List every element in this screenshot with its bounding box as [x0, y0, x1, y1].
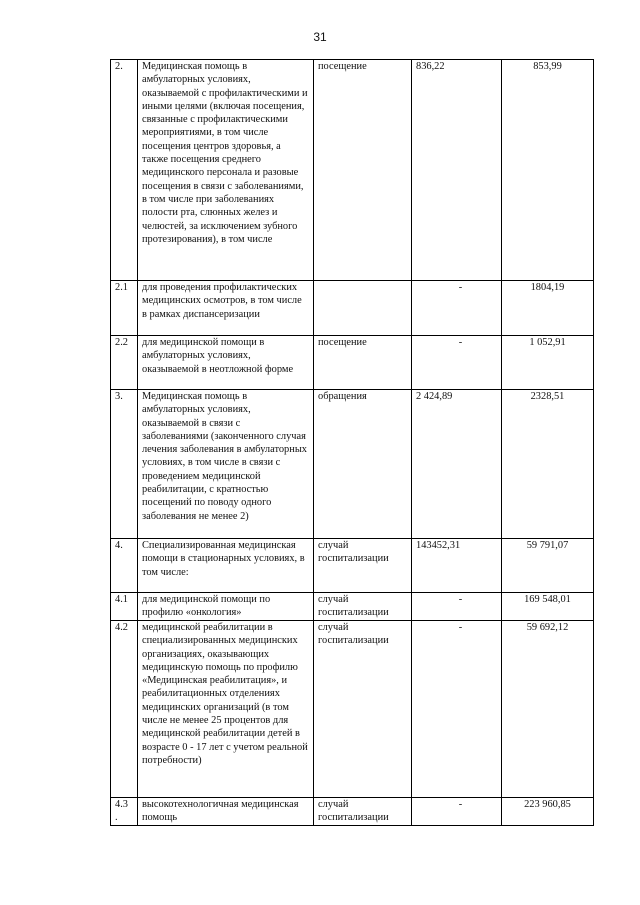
row-value-1: -: [412, 621, 502, 798]
table-row: [111, 539, 594, 593]
row-unit: [314, 281, 412, 336]
table-row: [111, 336, 594, 390]
row-number: 3.: [111, 390, 138, 539]
row-number: 4.3 .: [111, 798, 138, 826]
tariff-table: [110, 59, 594, 826]
row-number: 4.: [111, 539, 138, 593]
row-description: для медицинской помощи в амбулаторных условиях, оказываемой в неотложной форме: [138, 336, 314, 390]
row-description: для медицинской помощи по профилю «онкология»: [138, 593, 314, 621]
row-value-1: -: [412, 281, 502, 336]
row-number: 2.1: [111, 281, 138, 336]
table-row: [111, 593, 594, 621]
row-value-2: 2328,51: [502, 390, 594, 539]
row-description: медицинской реабилитации в специализированных медицинских организациях, оказывающих медицинскую помощь по профилю «Медицинская реабилитация», и реабилитационных отделениях медицинских организаций (в том числе не менее 25 процентов для медицинской реабилитации детей в возрасте 0 - 17 лет с учетом реальной потребности): [138, 621, 314, 798]
row-value-1: 2 424,89: [412, 390, 502, 539]
row-value-2: 853,99: [502, 60, 594, 281]
table-row: [111, 798, 594, 826]
row-description: Специализированная медицинская помощи в стационарных условиях, в том числе:: [138, 539, 314, 593]
page-number: 31: [313, 30, 327, 44]
row-unit: случай госпитализации: [314, 593, 412, 621]
row-unit: случай госпитализации: [314, 621, 412, 798]
row-value-2: 1804,19: [502, 281, 594, 336]
row-value-2: 169 548,01: [502, 593, 594, 621]
row-description: высокотехнологичная медицинская помощь: [138, 798, 314, 826]
row-value-1: 836,22: [412, 60, 502, 281]
table-row: [111, 60, 594, 281]
table-row: [111, 281, 594, 336]
row-value-2: 59 692,12: [502, 621, 594, 798]
row-value-2: 223 960,85: [502, 798, 594, 826]
row-number: 4.2: [111, 621, 138, 798]
row-description: Медицинская помощь в амбулаторных условиях, оказываемой с профилактическими и иными целями (включая посещения, связанные с профилактическими мероприятиями, в том числе посещения центров здоровья, а также посещения среднего медицинского персонала и разовые посещения в связи с заболеваниями, в том числе при заболеваниях полости рта, слюнных желез и челюстей, за исключением зубного протезирования), в том числе: [138, 60, 314, 281]
row-description: для проведения профилактических медицинских осмотров, в том числе в рамках диспансеризации: [138, 281, 314, 336]
row-number: 4.1: [111, 593, 138, 621]
row-unit: посещение: [314, 336, 412, 390]
row-value-1: -: [412, 336, 502, 390]
row-unit: посещение: [314, 60, 412, 281]
row-unit: случай госпитализации: [314, 798, 412, 826]
row-number: 2.2: [111, 336, 138, 390]
row-value-2: 59 791,07: [502, 539, 594, 593]
table-row: [111, 390, 594, 539]
row-unit: обращения: [314, 390, 412, 539]
table-row: [111, 621, 594, 798]
row-number: 2.: [111, 60, 138, 281]
row-value-1: 143452,31: [412, 539, 502, 593]
row-unit: случай госпитализации: [314, 539, 412, 593]
row-value-1: -: [412, 798, 502, 826]
row-description: Медицинская помощь в амбулаторных условиях, оказываемой в связи с заболеваниями (законченного случая лечения заболевания в амбулаторных условиях, в том числе в связи с проведением медицинской реабилитации, с кратностью посещений по поводу одного заболевания не менее 2): [138, 390, 314, 539]
row-value-1: -: [412, 593, 502, 621]
row-value-2: 1 052,91: [502, 336, 594, 390]
